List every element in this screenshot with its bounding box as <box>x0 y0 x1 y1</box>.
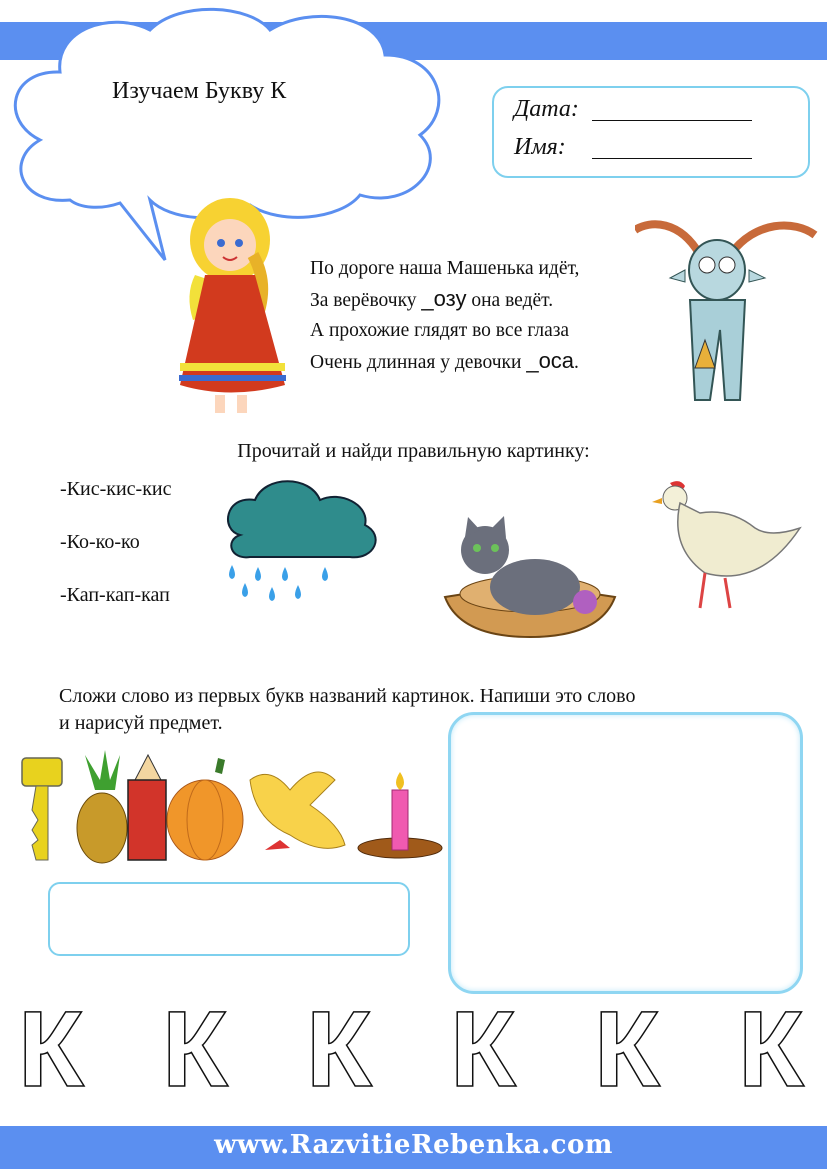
trace-letter-1-text: К <box>18 1004 84 1096</box>
poem-line-2-start: За верёвочку <box>310 290 422 311</box>
sound-hen: -Ко-ко-ко <box>60 531 140 553</box>
girl-illustration <box>175 195 295 420</box>
date-label: Дата: <box>514 96 579 122</box>
task2-instruction-line-1: Сложи слово из первых букв названий картинок. Напиши это слово <box>59 685 636 707</box>
poem-line-2-end: она ведёт. <box>466 290 554 311</box>
cat-picture[interactable] <box>440 512 620 642</box>
date-line[interactable] <box>592 120 752 121</box>
name-line[interactable] <box>592 158 752 159</box>
trace-letter-4-text: К <box>450 1004 516 1096</box>
rain-cloud-picture[interactable] <box>210 475 385 605</box>
poem-line-4-end: . <box>574 352 579 373</box>
poem-line-2 <box>310 284 579 316</box>
footer-url[interactable]: www.RazvitieRebenka.com <box>214 1130 613 1160</box>
name-row <box>514 134 566 161</box>
braid-word-blank[interactable]: _оса <box>526 348 575 373</box>
letter-pictures-row <box>20 750 450 865</box>
poem-line-3: А прохожие глядят во все глаза <box>310 320 570 341</box>
trace-letter-2-text: К <box>162 1004 228 1096</box>
date-name-box <box>492 86 810 178</box>
key-picture <box>22 758 62 860</box>
hen-picture[interactable] <box>650 478 810 618</box>
poem-line-4-start: Очень длинная у девочки <box>310 352 527 373</box>
trace-letter-3-text: К <box>306 1004 372 1096</box>
sound-rain: -Кап-кап-кап <box>60 584 170 606</box>
sound-cat: -Кис-кис-кис <box>60 478 172 500</box>
trace-letter-6-text: К <box>738 1004 804 1096</box>
trace-letter-5-text: К <box>594 1004 660 1096</box>
poem-line-1: По дороге наша Машенька идёт, <box>310 258 580 279</box>
answer-word-box[interactable] <box>48 882 410 956</box>
page-title: Изучаем Букву К <box>112 78 287 104</box>
trace-letter-2[interactable] <box>162 1004 232 1096</box>
goat-word-blank[interactable]: _озу <box>421 286 467 311</box>
trace-letter-4[interactable] <box>450 1004 520 1096</box>
name-label: Имя: <box>514 134 566 160</box>
trace-letter-1[interactable] <box>18 1004 88 1096</box>
date-row <box>514 96 579 123</box>
pumpkin-picture <box>167 758 243 860</box>
drawing-box[interactable] <box>448 712 803 994</box>
task1-instruction: Прочитай и найди правильную картинку: <box>237 440 590 462</box>
poem-line-4 <box>310 346 579 378</box>
trace-letter-6[interactable] <box>738 1004 808 1096</box>
goat-illustration <box>635 210 820 425</box>
trace-letter-3[interactable] <box>306 1004 376 1096</box>
duck-picture <box>250 772 345 850</box>
trace-letter-5[interactable] <box>594 1004 664 1096</box>
poem <box>310 254 579 378</box>
pencil-picture <box>128 755 166 860</box>
candle-picture <box>358 772 442 858</box>
task2-instruction-line-2: и нарисуй предмет. <box>59 712 223 734</box>
pineapple-picture <box>77 750 127 863</box>
